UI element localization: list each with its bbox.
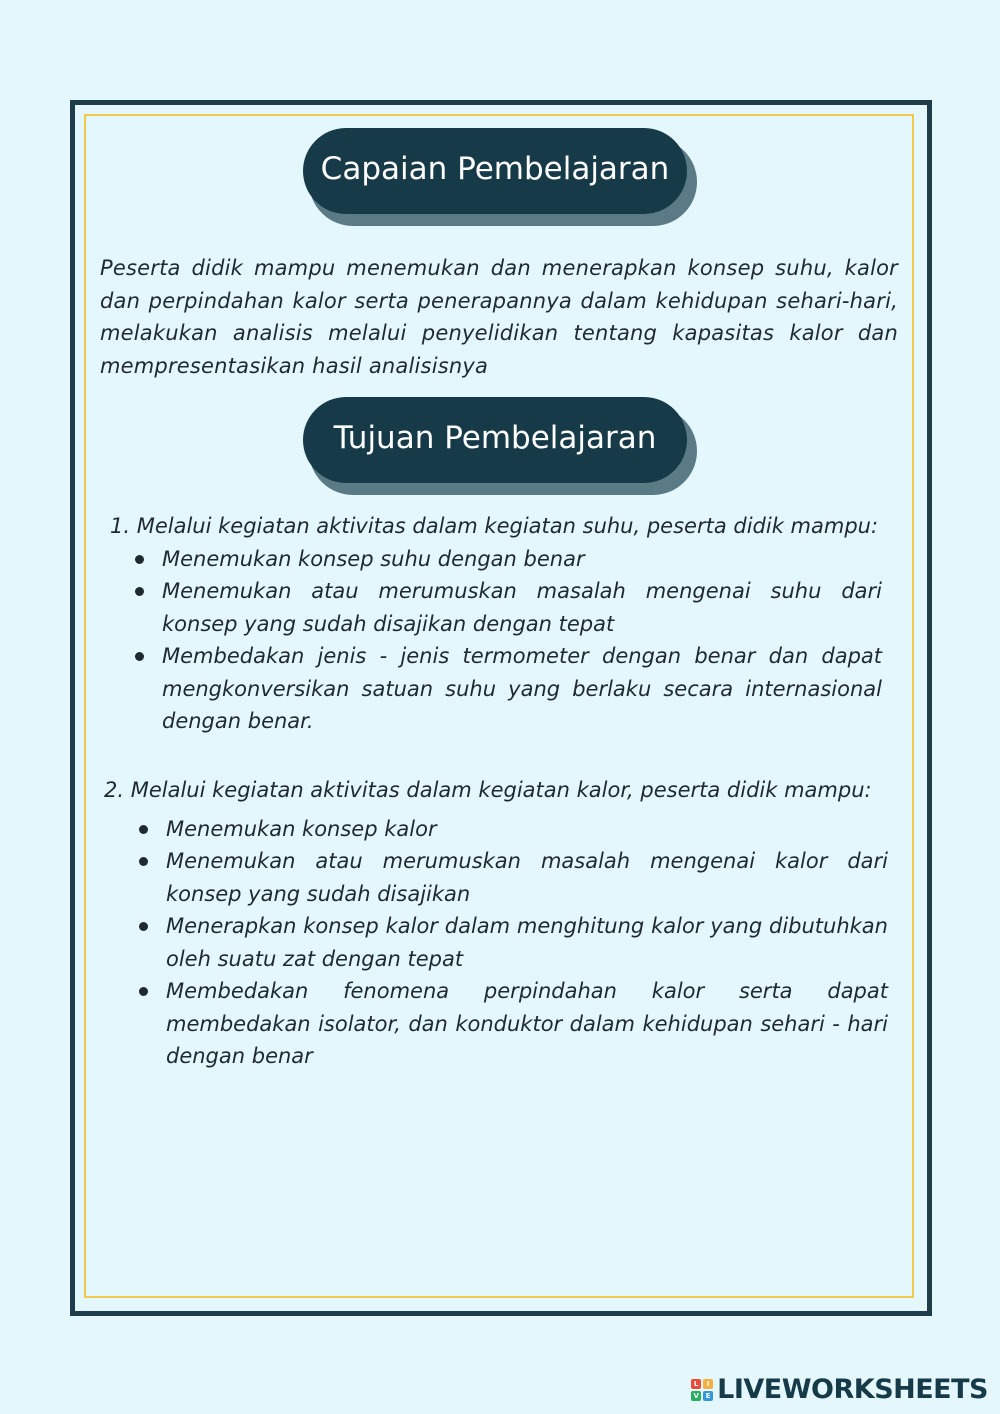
list-item-text: Menemukan konsep kalor xyxy=(166,816,437,841)
list-item xyxy=(134,845,888,910)
bullet-icon xyxy=(135,587,144,596)
goal-2 xyxy=(104,774,888,1073)
list-item-text: Menemukan atau merumuskan masalah mengenai kalor dari konsep yang sudah disajikan xyxy=(166,849,888,906)
list-item xyxy=(134,910,888,975)
bullet-icon xyxy=(135,652,144,661)
bullet-icon xyxy=(139,922,148,931)
capaian-paragraph: Peserta didik mampu menemukan dan menerapkan konsep suhu, kalor dan perpindahan kalor serta penerapannya dalam kehidupan sehari-hari, melakukan analisis melalui penyelidikan tentang kapasitas kalor dan mempresentasikan hasil analisisnya xyxy=(100,256,898,378)
logo-letter: I xyxy=(703,1379,713,1389)
list-item-text: Membedakan jenis - jenis termometer dengan benar dan dapat mengkonversikan satuan suhu yang berlaku secara internasional dengan benar. xyxy=(162,644,882,733)
capaian-title-banner xyxy=(303,128,697,228)
list-item xyxy=(134,813,888,846)
bullet-icon xyxy=(139,987,148,996)
liveworksheets-logo[interactable] xyxy=(691,1374,988,1405)
list-item xyxy=(130,640,882,738)
goal-2-list xyxy=(104,813,888,1073)
list-item-text: Menemukan atau merumuskan masalah mengenai suhu dari konsep yang sudah disajikan dengan tepat xyxy=(162,579,882,636)
bullet-icon xyxy=(135,555,144,564)
list-item xyxy=(134,975,888,1073)
goal-1 xyxy=(110,510,882,738)
logo-letter: V xyxy=(691,1391,701,1401)
list-item-text: Menerapkan konsep kalor dalam menghitung kalor yang dibutuhkan oleh suatu zat dengan tepat xyxy=(166,914,888,971)
list-item-text: Menemukan konsep suhu dengan benar xyxy=(162,546,585,571)
goal-1-heading: 1. Melalui kegiatan aktivitas dalam kegiatan suhu, peserta didik mampu: xyxy=(110,514,879,538)
logo-letter: L xyxy=(691,1379,701,1389)
goal-2-heading: 2. Melalui kegiatan aktivitas dalam kegiatan kalor, peserta didik mampu: xyxy=(104,778,872,802)
bullet-icon xyxy=(139,857,148,866)
goal-1-list xyxy=(110,543,882,738)
logo-letter: E xyxy=(703,1391,713,1401)
capaian-title: Capaian Pembelajaran xyxy=(303,128,687,214)
bullet-icon xyxy=(139,825,148,834)
tujuan-title-banner xyxy=(303,397,697,497)
list-item xyxy=(130,543,882,576)
list-item-text: Membedakan fenomena perpindahan kalor serta dapat membedakan isolator, dan konduktor dalam kehidupan sehari - hari dengan benar xyxy=(166,979,888,1068)
liveworksheets-logo-icon xyxy=(691,1379,713,1401)
logo-text: LIVEWORKSHEETS xyxy=(717,1374,988,1405)
list-item xyxy=(130,575,882,640)
tujuan-title: Tujuan Pembelajaran xyxy=(303,397,687,483)
